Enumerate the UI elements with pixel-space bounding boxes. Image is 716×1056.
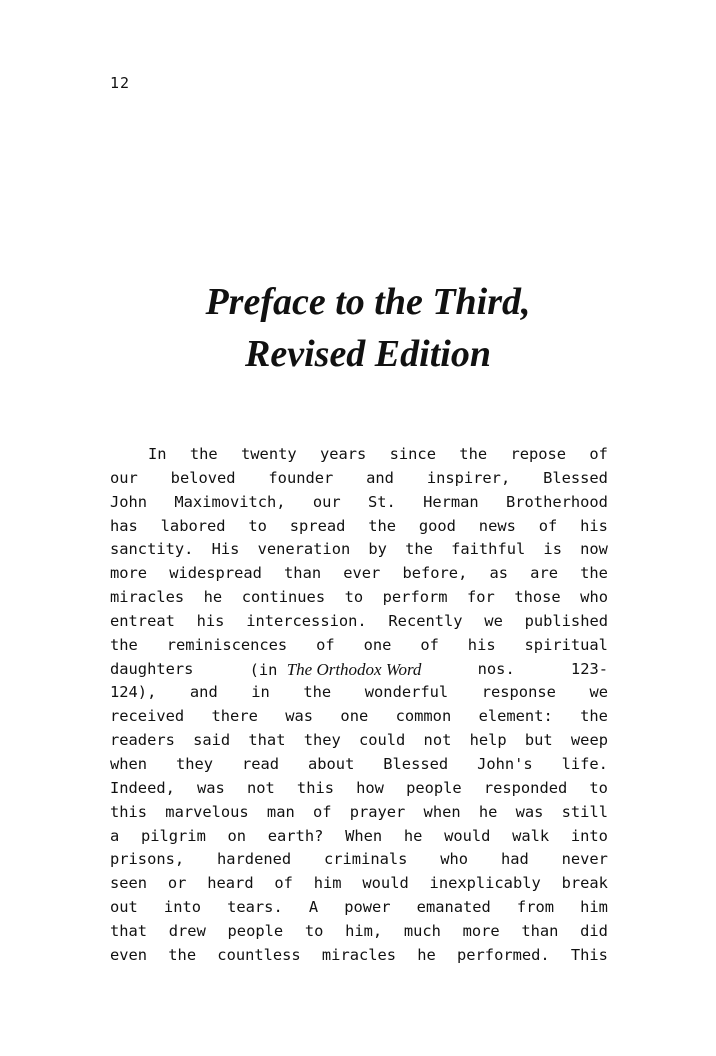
- word: St.: [367, 492, 396, 511]
- word: the: [459, 445, 488, 463]
- text-line: [110, 634, 608, 658]
- word: one: [363, 635, 392, 654]
- word: was: [515, 802, 544, 821]
- word: earth?: [267, 826, 324, 845]
- word: that: [110, 921, 148, 940]
- text-line: [110, 801, 608, 825]
- word: Brotherhood: [506, 492, 608, 511]
- word: now: [580, 540, 608, 559]
- word: did: [580, 921, 608, 940]
- word: A: [308, 898, 319, 917]
- word: the: [368, 516, 397, 535]
- word: read: [242, 754, 280, 773]
- word: life.: [561, 754, 608, 773]
- word: would: [362, 874, 409, 893]
- word: to: [304, 921, 324, 940]
- text-line: [110, 944, 608, 968]
- word: people: [227, 921, 284, 940]
- word: 124),: [110, 683, 157, 702]
- word: to: [248, 516, 267, 535]
- word: and: [366, 468, 394, 487]
- word: of: [538, 516, 558, 535]
- text-line: [110, 705, 608, 729]
- word: When: [345, 826, 383, 845]
- word: faithful: [451, 540, 526, 559]
- text-line: [110, 538, 608, 562]
- text-line: [110, 491, 608, 515]
- word: drew: [168, 921, 206, 940]
- word: twenty: [241, 445, 297, 463]
- word: how: [356, 778, 384, 797]
- word: him,: [345, 921, 383, 940]
- word: inspirer,: [426, 468, 511, 487]
- word: break: [561, 874, 608, 893]
- word: veneration: [257, 540, 351, 559]
- word: than: [521, 921, 559, 940]
- word: readers: [110, 731, 175, 750]
- word: received: [110, 707, 185, 726]
- word: performed.: [457, 945, 550, 964]
- word: (in The Orthodox Word: [249, 659, 422, 679]
- text-line: [110, 825, 608, 849]
- page-number: 12: [110, 74, 131, 92]
- text-line: [110, 467, 608, 491]
- word: this: [296, 778, 334, 797]
- text-line: [110, 753, 608, 777]
- word: entreat: [110, 611, 175, 630]
- word: common: [395, 707, 452, 726]
- word: In: [148, 445, 167, 463]
- word: Maximovitch,: [174, 492, 286, 511]
- word: walk: [512, 826, 550, 845]
- text-line: [110, 610, 608, 634]
- word: repose: [510, 445, 567, 463]
- heading-line-2: Revised Edition: [245, 333, 491, 375]
- word: more: [462, 921, 500, 940]
- word: miracles: [321, 945, 397, 964]
- word: intercession.: [246, 611, 367, 630]
- word: emanated: [416, 898, 491, 917]
- word: the: [168, 945, 197, 964]
- word: Herman: [423, 492, 479, 511]
- word: our: [110, 468, 138, 487]
- word: inexplicably: [429, 874, 541, 893]
- word: news: [478, 516, 516, 535]
- word: the: [580, 564, 608, 583]
- word: labored: [160, 516, 226, 535]
- word: this: [110, 802, 148, 821]
- word: sanctity.: [110, 540, 194, 559]
- word: weep: [570, 731, 608, 750]
- word: one: [340, 707, 369, 726]
- word: when: [423, 802, 461, 821]
- word: would: [444, 826, 491, 845]
- text-line: [110, 443, 608, 467]
- word: good: [418, 516, 456, 535]
- word: hardened: [217, 850, 292, 869]
- word: of: [589, 445, 608, 463]
- text-line: [110, 872, 608, 896]
- word: before,: [402, 564, 468, 583]
- word: more: [110, 564, 148, 583]
- word: 123-: [570, 659, 608, 678]
- word: by: [368, 540, 387, 559]
- word: they: [176, 754, 214, 773]
- word: that: [248, 731, 286, 750]
- word: the: [110, 635, 138, 654]
- word: is: [543, 540, 562, 559]
- word: countless: [217, 945, 301, 964]
- word: in: [251, 683, 270, 702]
- word: for: [467, 588, 495, 607]
- word: help: [469, 731, 507, 750]
- word: since: [389, 445, 436, 463]
- word: who: [440, 850, 469, 869]
- word: daughters: [110, 659, 194, 678]
- word: spread: [289, 516, 346, 535]
- word: was: [285, 707, 314, 726]
- word: man: [266, 802, 295, 821]
- word: when: [110, 754, 148, 773]
- preface-paragraph: [110, 443, 608, 968]
- text-line: [110, 729, 608, 753]
- word: His: [211, 540, 240, 559]
- word: the: [405, 540, 433, 559]
- word: Blessed: [543, 468, 608, 487]
- word: he: [403, 826, 423, 845]
- word: could: [358, 731, 406, 750]
- word: not: [423, 731, 452, 750]
- word: never: [561, 850, 608, 869]
- word: response: [481, 683, 556, 702]
- word: we: [484, 611, 503, 630]
- word: Recently: [388, 611, 463, 630]
- word: of: [312, 802, 332, 821]
- word: ever: [343, 564, 381, 583]
- word: nos.: [477, 659, 515, 678]
- word: out: [110, 898, 138, 917]
- word: John: [110, 492, 148, 511]
- text-line: [110, 920, 608, 944]
- text-line: [110, 681, 608, 705]
- word: but: [524, 731, 553, 750]
- text-line: [110, 515, 608, 539]
- word: there: [211, 707, 258, 726]
- chapter-heading: [108, 276, 628, 380]
- word: of: [420, 635, 439, 654]
- word: people: [406, 778, 462, 797]
- word: or: [167, 874, 187, 893]
- word: on: [227, 826, 247, 845]
- word: the: [189, 445, 218, 463]
- word: pilgrim: [140, 826, 206, 845]
- word: are: [530, 564, 558, 583]
- word: John's: [477, 754, 533, 773]
- word: the: [580, 707, 608, 726]
- word: prayer: [349, 802, 406, 821]
- text-line: [110, 562, 608, 586]
- text-line: [110, 896, 608, 920]
- word: his: [467, 635, 496, 654]
- word: of: [274, 874, 293, 893]
- word: into: [163, 898, 201, 917]
- heading-line-1: Preface to the Third,: [205, 281, 531, 323]
- word: published: [524, 611, 608, 630]
- word: he: [417, 945, 436, 964]
- word: founder: [268, 468, 334, 487]
- word: to: [344, 588, 364, 607]
- word: than: [284, 564, 322, 583]
- word: continues: [241, 588, 326, 607]
- text-line: [110, 658, 608, 682]
- word: prisons,: [110, 850, 185, 869]
- word: Indeed,: [110, 778, 175, 797]
- word: not: [246, 778, 275, 797]
- word: marvelous: [165, 802, 249, 821]
- word: still: [561, 802, 608, 821]
- word: tears.: [227, 898, 283, 917]
- word: his: [196, 611, 225, 630]
- word: the: [303, 683, 332, 702]
- word: has: [110, 516, 138, 535]
- word: heard: [207, 874, 254, 893]
- word: about: [308, 754, 355, 773]
- word: to: [589, 778, 608, 797]
- word: a: [110, 826, 120, 845]
- word: those: [514, 588, 561, 607]
- text-line: [110, 586, 608, 610]
- word: reminiscences: [166, 635, 288, 654]
- word: spiritual: [524, 635, 608, 654]
- word: responded: [483, 778, 568, 797]
- word: and: [189, 683, 218, 702]
- word: seen: [110, 874, 148, 893]
- text-line: [110, 848, 608, 872]
- word: had: [500, 850, 529, 869]
- word: of: [316, 635, 335, 654]
- word: element:: [478, 707, 553, 726]
- word: was: [197, 778, 225, 797]
- word: our: [312, 492, 341, 511]
- word: much: [403, 921, 441, 940]
- word: perform: [382, 588, 448, 607]
- word: power: [344, 898, 391, 917]
- word: said: [193, 731, 231, 750]
- word: This: [570, 945, 608, 964]
- word: he: [203, 588, 223, 607]
- word: Blessed: [383, 754, 449, 773]
- word: who: [580, 588, 608, 607]
- word: we: [589, 683, 608, 702]
- word: from: [516, 898, 554, 917]
- word: wonderful: [364, 683, 449, 702]
- word: him: [580, 898, 608, 917]
- word: even: [110, 945, 148, 964]
- word: into: [570, 826, 608, 845]
- word: they: [303, 731, 341, 750]
- word: him: [313, 874, 342, 893]
- word: his: [580, 516, 608, 535]
- word: as: [489, 564, 509, 583]
- word: widespread: [169, 564, 262, 583]
- text-line: [110, 777, 608, 801]
- word: criminals: [324, 850, 408, 869]
- word: miracles: [110, 588, 185, 607]
- word: he: [478, 802, 498, 821]
- word: beloved: [170, 468, 236, 487]
- word: years: [319, 445, 367, 463]
